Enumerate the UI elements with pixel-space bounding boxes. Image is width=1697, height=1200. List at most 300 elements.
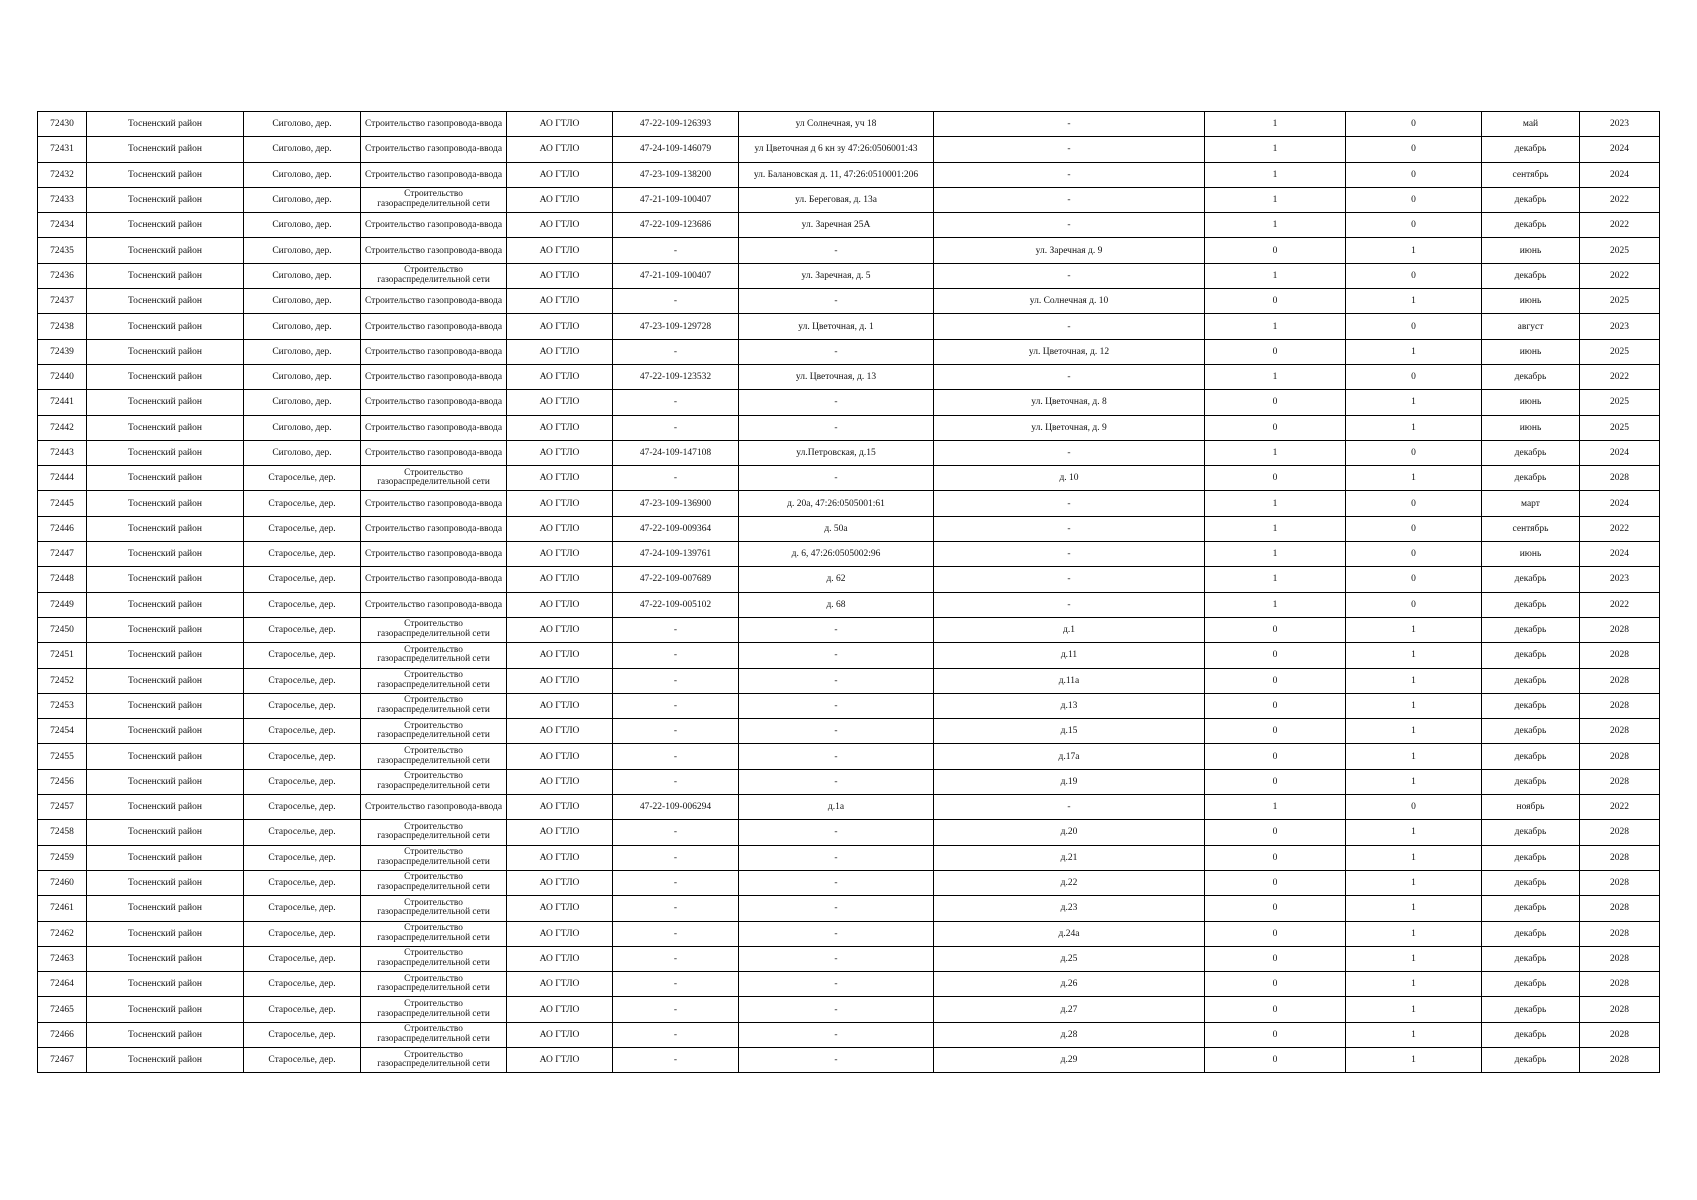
row-id-cell: 72465 bbox=[38, 997, 87, 1022]
district-cell: Тосненский район bbox=[87, 213, 244, 238]
work-type-cell: Строительство газопровода-ввода bbox=[361, 112, 507, 137]
count-b-cell: 1 bbox=[1346, 289, 1482, 314]
row-id-cell: 72460 bbox=[38, 870, 87, 895]
address-cell: - bbox=[739, 668, 934, 693]
organization-cell: АО ГТЛО bbox=[507, 668, 613, 693]
district-cell: Тосненский район bbox=[87, 845, 244, 870]
year-cell: 2028 bbox=[1580, 744, 1660, 769]
organization-cell: АО ГТЛО bbox=[507, 820, 613, 845]
year-cell: 2028 bbox=[1580, 896, 1660, 921]
organization-cell: АО ГТЛО bbox=[507, 997, 613, 1022]
year-cell: 2028 bbox=[1580, 1047, 1660, 1072]
row-id-cell: 72464 bbox=[38, 972, 87, 997]
address-cell: - bbox=[739, 997, 934, 1022]
district-cell: Тосненский район bbox=[87, 238, 244, 263]
locality-cell: Староселье, дер. bbox=[244, 617, 361, 642]
planned-address-cell: д. 10 bbox=[934, 466, 1205, 491]
year-cell: 2028 bbox=[1580, 1022, 1660, 1047]
count-a-cell: 0 bbox=[1205, 390, 1346, 415]
year-cell: 2024 bbox=[1580, 440, 1660, 465]
planned-address-cell: д.29 bbox=[934, 1047, 1205, 1072]
work-type-cell: Строительство газопровода-ввода bbox=[361, 238, 507, 263]
count-a-cell: 1 bbox=[1205, 795, 1346, 820]
table-row bbox=[38, 617, 1660, 642]
district-cell: Тосненский район bbox=[87, 289, 244, 314]
district-cell: Тосненский район bbox=[87, 339, 244, 364]
work-type-cell: Строительство газораспределительной сети bbox=[361, 1022, 507, 1047]
district-cell: Тосненский район bbox=[87, 440, 244, 465]
locality-cell: Сиголово, дер. bbox=[244, 263, 361, 288]
address-cell: ул.Петровская, д.15 bbox=[739, 440, 934, 465]
row-id-cell: 72461 bbox=[38, 896, 87, 921]
work-type-cell: Строительство газопровода-ввода bbox=[361, 440, 507, 465]
organization-cell: АО ГТЛО bbox=[507, 213, 613, 238]
planned-address-cell: - bbox=[934, 364, 1205, 389]
district-cell: Тосненский район bbox=[87, 364, 244, 389]
year-cell: 2025 bbox=[1580, 339, 1660, 364]
contract-number-cell: 47-22-109-009364 bbox=[613, 516, 739, 541]
row-id-cell: 72454 bbox=[38, 719, 87, 744]
row-id-cell: 72457 bbox=[38, 795, 87, 820]
table-row bbox=[38, 162, 1660, 187]
contract-number-cell: - bbox=[613, 1047, 739, 1072]
year-cell: 2022 bbox=[1580, 187, 1660, 212]
organization-cell: АО ГТЛО bbox=[507, 314, 613, 339]
month-cell: декабрь bbox=[1482, 1047, 1580, 1072]
locality-cell: Сиголово, дер. bbox=[244, 440, 361, 465]
contract-number-cell: - bbox=[613, 466, 739, 491]
address-cell: - bbox=[739, 921, 934, 946]
district-cell: Тосненский район bbox=[87, 870, 244, 895]
address-cell: д. 6, 47:26:0505002:96 bbox=[739, 542, 934, 567]
table-row bbox=[38, 643, 1660, 668]
contract-number-cell: - bbox=[613, 289, 739, 314]
address-cell: д. 68 bbox=[739, 592, 934, 617]
count-a-cell: 1 bbox=[1205, 364, 1346, 389]
month-cell: декабрь bbox=[1482, 997, 1580, 1022]
month-cell: июнь bbox=[1482, 390, 1580, 415]
count-a-cell: 0 bbox=[1205, 719, 1346, 744]
row-id-cell: 72455 bbox=[38, 744, 87, 769]
planned-address-cell: д.11а bbox=[934, 668, 1205, 693]
table-row bbox=[38, 1047, 1660, 1072]
count-a-cell: 0 bbox=[1205, 617, 1346, 642]
locality-cell: Староселье, дер. bbox=[244, 567, 361, 592]
planned-address-cell: ул. Цветочная, д. 9 bbox=[934, 415, 1205, 440]
table-row bbox=[38, 693, 1660, 718]
year-cell: 2028 bbox=[1580, 769, 1660, 794]
row-id-cell: 72450 bbox=[38, 617, 87, 642]
table-row bbox=[38, 238, 1660, 263]
year-cell: 2028 bbox=[1580, 820, 1660, 845]
planned-address-cell: - bbox=[934, 795, 1205, 820]
organization-cell: АО ГТЛО bbox=[507, 440, 613, 465]
address-cell: - bbox=[739, 744, 934, 769]
year-cell: 2022 bbox=[1580, 263, 1660, 288]
row-id-cell: 72458 bbox=[38, 820, 87, 845]
locality-cell: Сиголово, дер. bbox=[244, 364, 361, 389]
district-cell: Тосненский район bbox=[87, 946, 244, 971]
table-row bbox=[38, 415, 1660, 440]
locality-cell: Сиголово, дер. bbox=[244, 289, 361, 314]
work-type-cell: Строительство газораспределительной сети bbox=[361, 263, 507, 288]
work-type-cell: Строительство газораспределительной сети bbox=[361, 972, 507, 997]
table-row bbox=[38, 896, 1660, 921]
planned-address-cell: - bbox=[934, 567, 1205, 592]
work-type-cell: Строительство газораспределительной сети bbox=[361, 845, 507, 870]
address-cell: - bbox=[739, 972, 934, 997]
contract-number-cell: 47-22-109-123686 bbox=[613, 213, 739, 238]
contract-number-cell: - bbox=[613, 238, 739, 263]
count-b-cell: 0 bbox=[1346, 187, 1482, 212]
month-cell: декабрь bbox=[1482, 187, 1580, 212]
count-b-cell: 1 bbox=[1346, 693, 1482, 718]
count-b-cell: 0 bbox=[1346, 263, 1482, 288]
district-cell: Тосненский район bbox=[87, 972, 244, 997]
locality-cell: Староселье, дер. bbox=[244, 845, 361, 870]
count-b-cell: 0 bbox=[1346, 162, 1482, 187]
planned-address-cell: - bbox=[934, 440, 1205, 465]
table-row bbox=[38, 795, 1660, 820]
count-a-cell: 0 bbox=[1205, 921, 1346, 946]
organization-cell: АО ГТЛО bbox=[507, 364, 613, 389]
address-cell: - bbox=[739, 870, 934, 895]
count-a-cell: 0 bbox=[1205, 972, 1346, 997]
locality-cell: Сиголово, дер. bbox=[244, 162, 361, 187]
locality-cell: Староселье, дер. bbox=[244, 466, 361, 491]
work-type-cell: Строительство газораспределительной сети bbox=[361, 896, 507, 921]
count-b-cell: 0 bbox=[1346, 542, 1482, 567]
table-row bbox=[38, 567, 1660, 592]
count-b-cell: 0 bbox=[1346, 491, 1482, 516]
row-id-cell: 72441 bbox=[38, 390, 87, 415]
row-id-cell: 72453 bbox=[38, 693, 87, 718]
work-type-cell: Строительство газопровода-ввода bbox=[361, 415, 507, 440]
contract-number-cell: 47-23-109-138200 bbox=[613, 162, 739, 187]
planned-address-cell: д.17а bbox=[934, 744, 1205, 769]
count-a-cell: 0 bbox=[1205, 289, 1346, 314]
year-cell: 2023 bbox=[1580, 567, 1660, 592]
row-id-cell: 72437 bbox=[38, 289, 87, 314]
organization-cell: АО ГТЛО bbox=[507, 845, 613, 870]
table-row bbox=[38, 516, 1660, 541]
address-cell: ул. Балановская д. 11, 47:26:0510001:206 bbox=[739, 162, 934, 187]
count-b-cell: 1 bbox=[1346, 997, 1482, 1022]
contract-number-cell: - bbox=[613, 339, 739, 364]
address-cell: - bbox=[739, 820, 934, 845]
organization-cell: АО ГТЛО bbox=[507, 744, 613, 769]
count-a-cell: 1 bbox=[1205, 542, 1346, 567]
count-a-cell: 0 bbox=[1205, 870, 1346, 895]
month-cell: август bbox=[1482, 314, 1580, 339]
count-b-cell: 0 bbox=[1346, 592, 1482, 617]
month-cell: декабрь bbox=[1482, 466, 1580, 491]
work-type-cell: Строительство газораспределительной сети bbox=[361, 1047, 507, 1072]
row-id-cell: 72452 bbox=[38, 668, 87, 693]
address-cell: д. 62 bbox=[739, 567, 934, 592]
address-cell: - bbox=[739, 289, 934, 314]
contract-number-cell: - bbox=[613, 643, 739, 668]
table-row bbox=[38, 1022, 1660, 1047]
year-cell: 2022 bbox=[1580, 364, 1660, 389]
row-id-cell: 72459 bbox=[38, 845, 87, 870]
planned-address-cell: - bbox=[934, 516, 1205, 541]
district-cell: Тосненский район bbox=[87, 137, 244, 162]
address-cell: - bbox=[739, 693, 934, 718]
address-cell: - bbox=[739, 339, 934, 364]
count-a-cell: 1 bbox=[1205, 112, 1346, 137]
month-cell: ноябрь bbox=[1482, 795, 1580, 820]
locality-cell: Сиголово, дер. bbox=[244, 213, 361, 238]
planned-address-cell: д.24а bbox=[934, 921, 1205, 946]
month-cell: декабрь bbox=[1482, 592, 1580, 617]
year-cell: 2023 bbox=[1580, 314, 1660, 339]
row-id-cell: 72449 bbox=[38, 592, 87, 617]
count-a-cell: 1 bbox=[1205, 213, 1346, 238]
planned-address-cell: - bbox=[934, 491, 1205, 516]
table-row bbox=[38, 946, 1660, 971]
month-cell: сентябрь bbox=[1482, 162, 1580, 187]
locality-cell: Староселье, дер. bbox=[244, 997, 361, 1022]
row-id-cell: 72466 bbox=[38, 1022, 87, 1047]
planned-address-cell: д.20 bbox=[934, 820, 1205, 845]
address-cell: - bbox=[739, 946, 934, 971]
locality-cell: Староселье, дер. bbox=[244, 946, 361, 971]
year-cell: 2028 bbox=[1580, 997, 1660, 1022]
contract-number-cell: - bbox=[613, 921, 739, 946]
month-cell: декабрь bbox=[1482, 213, 1580, 238]
locality-cell: Староселье, дер. bbox=[244, 921, 361, 946]
year-cell: 2028 bbox=[1580, 870, 1660, 895]
row-id-cell: 72462 bbox=[38, 921, 87, 946]
row-id-cell: 72451 bbox=[38, 643, 87, 668]
year-cell: 2024 bbox=[1580, 137, 1660, 162]
planned-address-cell: ул. Солнечная д. 10 bbox=[934, 289, 1205, 314]
district-cell: Тосненский район bbox=[87, 769, 244, 794]
month-cell: декабрь bbox=[1482, 946, 1580, 971]
organization-cell: АО ГТЛО bbox=[507, 896, 613, 921]
table-row bbox=[38, 137, 1660, 162]
planned-address-cell: д.25 bbox=[934, 946, 1205, 971]
contract-number-cell: 47-21-109-100407 bbox=[613, 187, 739, 212]
locality-cell: Староселье, дер. bbox=[244, 769, 361, 794]
district-cell: Тосненский район bbox=[87, 693, 244, 718]
planned-address-cell: д.28 bbox=[934, 1022, 1205, 1047]
row-id-cell: 72430 bbox=[38, 112, 87, 137]
locality-cell: Сиголово, дер. bbox=[244, 137, 361, 162]
organization-cell: АО ГТЛО bbox=[507, 137, 613, 162]
year-cell: 2025 bbox=[1580, 415, 1660, 440]
planned-address-cell: - bbox=[934, 314, 1205, 339]
table-row bbox=[38, 542, 1660, 567]
row-id-cell: 72439 bbox=[38, 339, 87, 364]
contract-number-cell: - bbox=[613, 617, 739, 642]
month-cell: декабрь bbox=[1482, 617, 1580, 642]
contract-number-cell: 47-24-109-147108 bbox=[613, 440, 739, 465]
district-cell: Тосненский район bbox=[87, 896, 244, 921]
locality-cell: Староселье, дер. bbox=[244, 820, 361, 845]
locality-cell: Староселье, дер. bbox=[244, 795, 361, 820]
count-a-cell: 1 bbox=[1205, 592, 1346, 617]
district-cell: Тосненский район bbox=[87, 542, 244, 567]
district-cell: Тосненский район bbox=[87, 516, 244, 541]
count-b-cell: 1 bbox=[1346, 820, 1482, 845]
year-cell: 2024 bbox=[1580, 491, 1660, 516]
row-id-cell: 72447 bbox=[38, 542, 87, 567]
district-cell: Тосненский район bbox=[87, 617, 244, 642]
table-row bbox=[38, 744, 1660, 769]
work-type-cell: Строительство газопровода-ввода bbox=[361, 491, 507, 516]
table-row bbox=[38, 364, 1660, 389]
contract-number-cell: 47-22-109-005102 bbox=[613, 592, 739, 617]
count-a-cell: 0 bbox=[1205, 744, 1346, 769]
organization-cell: АО ГТЛО bbox=[507, 1022, 613, 1047]
month-cell: декабрь bbox=[1482, 820, 1580, 845]
address-cell: - bbox=[739, 617, 934, 642]
contract-number-cell: - bbox=[613, 744, 739, 769]
row-id-cell: 72440 bbox=[38, 364, 87, 389]
organization-cell: АО ГТЛО bbox=[507, 238, 613, 263]
row-id-cell: 72432 bbox=[38, 162, 87, 187]
count-a-cell: 1 bbox=[1205, 567, 1346, 592]
address-cell: ул Цветочная д 6 кн зу 47:26:0506001:43 bbox=[739, 137, 934, 162]
month-cell: декабрь bbox=[1482, 870, 1580, 895]
district-cell: Тосненский район bbox=[87, 314, 244, 339]
locality-cell: Староселье, дер. bbox=[244, 542, 361, 567]
row-id-cell: 72445 bbox=[38, 491, 87, 516]
address-cell: - bbox=[739, 238, 934, 263]
work-type-cell: Строительство газораспределительной сети bbox=[361, 643, 507, 668]
month-cell: декабрь bbox=[1482, 896, 1580, 921]
month-cell: декабрь bbox=[1482, 744, 1580, 769]
count-a-cell: 1 bbox=[1205, 263, 1346, 288]
planned-address-cell: д.23 bbox=[934, 896, 1205, 921]
count-b-cell: 1 bbox=[1346, 668, 1482, 693]
count-b-cell: 1 bbox=[1346, 896, 1482, 921]
count-b-cell: 1 bbox=[1346, 339, 1482, 364]
month-cell: июнь bbox=[1482, 289, 1580, 314]
locality-cell: Сиголово, дер. bbox=[244, 112, 361, 137]
count-a-cell: 0 bbox=[1205, 946, 1346, 971]
work-type-cell: Строительство газораспределительной сети bbox=[361, 693, 507, 718]
row-id-cell: 72467 bbox=[38, 1047, 87, 1072]
organization-cell: АО ГТЛО bbox=[507, 491, 613, 516]
locality-cell: Сиголово, дер. bbox=[244, 415, 361, 440]
organization-cell: АО ГТЛО bbox=[507, 921, 613, 946]
address-cell: д. 20а, 47:26:0505001:61 bbox=[739, 491, 934, 516]
count-a-cell: 0 bbox=[1205, 845, 1346, 870]
table-row bbox=[38, 187, 1660, 212]
address-cell: ул. Цветочная, д. 1 bbox=[739, 314, 934, 339]
work-type-cell: Строительство газораспределительной сети bbox=[361, 668, 507, 693]
planned-address-cell: д.27 bbox=[934, 997, 1205, 1022]
year-cell: 2025 bbox=[1580, 390, 1660, 415]
contract-number-cell: - bbox=[613, 769, 739, 794]
work-type-cell: Строительство газораспределительной сети bbox=[361, 187, 507, 212]
count-b-cell: 1 bbox=[1346, 845, 1482, 870]
locality-cell: Староселье, дер. bbox=[244, 491, 361, 516]
month-cell: декабрь bbox=[1482, 263, 1580, 288]
table-row bbox=[38, 339, 1660, 364]
count-b-cell: 0 bbox=[1346, 567, 1482, 592]
address-cell: - bbox=[739, 719, 934, 744]
locality-cell: Староселье, дер. bbox=[244, 592, 361, 617]
table-row bbox=[38, 921, 1660, 946]
address-cell: ул. Береговая, д. 13а bbox=[739, 187, 934, 212]
contract-number-cell: 47-21-109-100407 bbox=[613, 263, 739, 288]
organization-cell: АО ГТЛО bbox=[507, 795, 613, 820]
year-cell: 2028 bbox=[1580, 466, 1660, 491]
address-cell: д. 50а bbox=[739, 516, 934, 541]
count-b-cell: 1 bbox=[1346, 921, 1482, 946]
address-cell: - bbox=[739, 390, 934, 415]
table-row bbox=[38, 112, 1660, 137]
month-cell: декабрь bbox=[1482, 440, 1580, 465]
count-a-cell: 0 bbox=[1205, 339, 1346, 364]
contract-number-cell: - bbox=[613, 1022, 739, 1047]
table-row bbox=[38, 769, 1660, 794]
count-a-cell: 0 bbox=[1205, 415, 1346, 440]
work-type-cell: Строительство газораспределительной сети bbox=[361, 719, 507, 744]
contract-number-cell: - bbox=[613, 693, 739, 718]
contract-number-cell: - bbox=[613, 820, 739, 845]
organization-cell: АО ГТЛО bbox=[507, 1047, 613, 1072]
year-cell: 2024 bbox=[1580, 542, 1660, 567]
data-table bbox=[37, 111, 1660, 1073]
count-a-cell: 1 bbox=[1205, 162, 1346, 187]
work-type-cell: Строительство газопровода-ввода bbox=[361, 314, 507, 339]
count-a-cell: 0 bbox=[1205, 769, 1346, 794]
organization-cell: АО ГТЛО bbox=[507, 769, 613, 794]
locality-cell: Сиголово, дер. bbox=[244, 314, 361, 339]
contract-number-cell: 47-22-109-123532 bbox=[613, 364, 739, 389]
work-type-cell: Строительство газопровода-ввода bbox=[361, 339, 507, 364]
month-cell: декабрь bbox=[1482, 719, 1580, 744]
month-cell: март bbox=[1482, 491, 1580, 516]
district-cell: Тосненский район bbox=[87, 795, 244, 820]
work-type-cell: Строительство газопровода-ввода bbox=[361, 516, 507, 541]
contract-number-cell: - bbox=[613, 997, 739, 1022]
planned-address-cell: д.15 bbox=[934, 719, 1205, 744]
organization-cell: АО ГТЛО bbox=[507, 617, 613, 642]
contract-number-cell: 47-24-109-146079 bbox=[613, 137, 739, 162]
address-cell: - bbox=[739, 845, 934, 870]
work-type-cell: Строительство газопровода-ввода bbox=[361, 213, 507, 238]
organization-cell: АО ГТЛО bbox=[507, 516, 613, 541]
locality-cell: Староселье, дер. bbox=[244, 1022, 361, 1047]
table-row bbox=[38, 491, 1660, 516]
count-a-cell: 1 bbox=[1205, 187, 1346, 212]
month-cell: декабрь bbox=[1482, 643, 1580, 668]
planned-address-cell: - bbox=[934, 162, 1205, 187]
address-cell: - bbox=[739, 896, 934, 921]
organization-cell: АО ГТЛО bbox=[507, 870, 613, 895]
month-cell: декабрь bbox=[1482, 1022, 1580, 1047]
month-cell: декабрь bbox=[1482, 364, 1580, 389]
planned-address-cell: д.13 bbox=[934, 693, 1205, 718]
planned-address-cell: - bbox=[934, 112, 1205, 137]
count-b-cell: 1 bbox=[1346, 617, 1482, 642]
planned-address-cell: д.21 bbox=[934, 845, 1205, 870]
count-a-cell: 0 bbox=[1205, 820, 1346, 845]
count-b-cell: 0 bbox=[1346, 314, 1482, 339]
locality-cell: Староселье, дер. bbox=[244, 972, 361, 997]
address-cell: ул. Заречная 25А bbox=[739, 213, 934, 238]
planned-address-cell: - bbox=[934, 213, 1205, 238]
locality-cell: Сиголово, дер. bbox=[244, 238, 361, 263]
table-row bbox=[38, 870, 1660, 895]
count-a-cell: 0 bbox=[1205, 1022, 1346, 1047]
